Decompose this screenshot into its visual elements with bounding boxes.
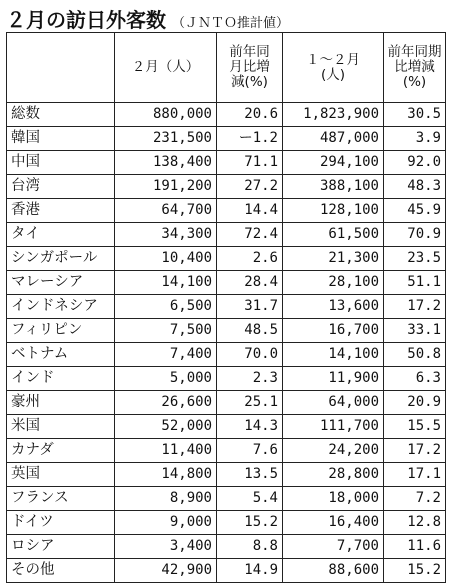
country-cell: 米国 bbox=[7, 415, 115, 439]
country-cell: その他 bbox=[7, 559, 115, 583]
feb-visitors-cell: 5,000 bbox=[115, 367, 217, 391]
header-janfeb-yoy bbox=[384, 33, 446, 103]
janfeb-visitors-cell: 1,823,900 bbox=[283, 103, 384, 127]
table-row bbox=[7, 295, 446, 319]
header-line: 月比増 bbox=[229, 59, 270, 75]
janfeb-visitors-cell: 294,100 bbox=[283, 151, 384, 175]
janfeb-visitors-cell: 88,600 bbox=[283, 559, 384, 583]
feb-visitors-cell: 10,400 bbox=[115, 247, 217, 271]
feb-visitors-cell: 191,200 bbox=[115, 175, 217, 199]
feb-yoy-cell: 2.6 bbox=[217, 247, 283, 271]
country-cell: 英国 bbox=[7, 463, 115, 487]
janfeb-yoy-cell: 51.1 bbox=[384, 271, 446, 295]
feb-visitors-cell: 6,500 bbox=[115, 295, 217, 319]
table-row bbox=[7, 559, 446, 583]
page-title: ２月の訪日外客数 bbox=[6, 8, 166, 32]
page-subtitle: （ＪＮＴＯ推計値） bbox=[172, 16, 290, 31]
header-line: (人) bbox=[320, 66, 346, 83]
feb-visitors-cell: 14,100 bbox=[115, 271, 217, 295]
janfeb-visitors-cell: 16,700 bbox=[283, 319, 384, 343]
country-cell: 総数 bbox=[7, 103, 115, 127]
table-row bbox=[7, 343, 446, 367]
table-row bbox=[7, 439, 446, 463]
feb-yoy-cell: 15.2 bbox=[217, 511, 283, 535]
janfeb-yoy-cell: 30.5 bbox=[384, 103, 446, 127]
feb-visitors-cell: 880,000 bbox=[115, 103, 217, 127]
header-feb bbox=[115, 33, 217, 103]
header-line: ２月（人） bbox=[131, 59, 200, 75]
feb-yoy-cell: 14.9 bbox=[217, 559, 283, 583]
janfeb-yoy-cell: 45.9 bbox=[384, 199, 446, 223]
janfeb-yoy-cell: 11.6 bbox=[384, 535, 446, 559]
janfeb-visitors-cell: 388,100 bbox=[283, 175, 384, 199]
header-country bbox=[7, 33, 115, 103]
feb-yoy-cell: 71.1 bbox=[217, 151, 283, 175]
country-cell: 台湾 bbox=[7, 175, 115, 199]
feb-yoy-cell: 14.3 bbox=[217, 415, 283, 439]
feb-visitors-cell: 9,000 bbox=[115, 511, 217, 535]
country-cell: フィリピン bbox=[7, 319, 115, 343]
feb-visitors-cell: 42,900 bbox=[115, 559, 217, 583]
country-cell: インド bbox=[7, 367, 115, 391]
janfeb-yoy-cell: 17.2 bbox=[384, 295, 446, 319]
janfeb-yoy-cell: 33.1 bbox=[384, 319, 446, 343]
janfeb-yoy-cell: 50.8 bbox=[384, 343, 446, 367]
table-row bbox=[7, 511, 446, 535]
janfeb-yoy-cell: 6.3 bbox=[384, 367, 446, 391]
header-line: (%) bbox=[402, 74, 427, 90]
table-row bbox=[7, 199, 446, 223]
feb-yoy-cell: 72.4 bbox=[217, 223, 283, 247]
feb-visitors-cell: 3,400 bbox=[115, 535, 217, 559]
visitor-table bbox=[6, 32, 446, 583]
table-header bbox=[7, 33, 446, 103]
janfeb-yoy-cell: 12.8 bbox=[384, 511, 446, 535]
feb-yoy-cell: 8.8 bbox=[217, 535, 283, 559]
table-row bbox=[7, 103, 446, 127]
janfeb-yoy-cell: 3.9 bbox=[384, 127, 446, 151]
country-cell: タイ bbox=[7, 223, 115, 247]
janfeb-visitors-cell: 28,100 bbox=[283, 271, 384, 295]
header-line: 減(%) bbox=[231, 74, 268, 90]
table-body bbox=[7, 103, 446, 583]
header-line: 前年同 bbox=[229, 44, 270, 60]
country-cell: マレーシア bbox=[7, 271, 115, 295]
janfeb-yoy-cell: 92.0 bbox=[384, 151, 446, 175]
feb-visitors-cell: 11,400 bbox=[115, 439, 217, 463]
janfeb-yoy-cell: 70.9 bbox=[384, 223, 446, 247]
feb-yoy-cell: 31.7 bbox=[217, 295, 283, 319]
country-cell: ロシア bbox=[7, 535, 115, 559]
feb-visitors-cell: 8,900 bbox=[115, 487, 217, 511]
janfeb-yoy-cell: 17.1 bbox=[384, 463, 446, 487]
feb-visitors-cell: 34,300 bbox=[115, 223, 217, 247]
janfeb-yoy-cell: 48.3 bbox=[384, 175, 446, 199]
feb-yoy-cell: 25.1 bbox=[217, 391, 283, 415]
janfeb-visitors-cell: 16,400 bbox=[283, 511, 384, 535]
feb-yoy-cell: 20.6 bbox=[217, 103, 283, 127]
country-cell: インドネシア bbox=[7, 295, 115, 319]
table-row bbox=[7, 223, 446, 247]
feb-visitors-cell: 7,400 bbox=[115, 343, 217, 367]
table-row bbox=[7, 127, 446, 151]
header-line: 前年同期 bbox=[387, 44, 442, 60]
janfeb-visitors-cell: 28,800 bbox=[283, 463, 384, 487]
country-cell: 香港 bbox=[7, 199, 115, 223]
janfeb-visitors-cell: 487,000 bbox=[283, 127, 384, 151]
table-row bbox=[7, 487, 446, 511]
janfeb-yoy-cell: 7.2 bbox=[384, 487, 446, 511]
feb-yoy-cell: 7.6 bbox=[217, 439, 283, 463]
janfeb-yoy-cell: 15.5 bbox=[384, 415, 446, 439]
country-cell: カナダ bbox=[7, 439, 115, 463]
janfeb-visitors-cell: 61,500 bbox=[283, 223, 384, 247]
janfeb-visitors-cell: 13,600 bbox=[283, 295, 384, 319]
feb-visitors-cell: 26,600 bbox=[115, 391, 217, 415]
country-cell: シンガポール bbox=[7, 247, 115, 271]
title-row bbox=[6, 4, 289, 30]
table-row bbox=[7, 247, 446, 271]
header-row bbox=[7, 33, 446, 103]
feb-visitors-cell: 7,500 bbox=[115, 319, 217, 343]
table-row bbox=[7, 151, 446, 175]
header-line: 比増減 bbox=[394, 59, 435, 75]
feb-visitors-cell: 14,800 bbox=[115, 463, 217, 487]
feb-yoy-cell: 27.2 bbox=[217, 175, 283, 199]
table-row bbox=[7, 463, 446, 487]
header-line: １～２月 bbox=[306, 51, 360, 68]
janfeb-visitors-cell: 11,900 bbox=[283, 367, 384, 391]
table-row bbox=[7, 391, 446, 415]
table-row bbox=[7, 535, 446, 559]
header-feb-yoy bbox=[217, 33, 283, 103]
janfeb-visitors-cell: 21,300 bbox=[283, 247, 384, 271]
janfeb-visitors-cell: 18,000 bbox=[283, 487, 384, 511]
country-cell: ベトナム bbox=[7, 343, 115, 367]
country-cell: フランス bbox=[7, 487, 115, 511]
feb-visitors-cell: 138,400 bbox=[115, 151, 217, 175]
feb-yoy-cell: 70.0 bbox=[217, 343, 283, 367]
table-row bbox=[7, 415, 446, 439]
feb-yoy-cell: 5.4 bbox=[217, 487, 283, 511]
feb-yoy-cell: 14.4 bbox=[217, 199, 283, 223]
feb-visitors-cell: 52,000 bbox=[115, 415, 217, 439]
table-row bbox=[7, 367, 446, 391]
feb-yoy-cell: ー1.2 bbox=[217, 127, 283, 151]
feb-yoy-cell: 13.5 bbox=[217, 463, 283, 487]
table-row bbox=[7, 271, 446, 295]
country-cell: 豪州 bbox=[7, 391, 115, 415]
feb-yoy-cell: 2.3 bbox=[217, 367, 283, 391]
janfeb-yoy-cell: 17.2 bbox=[384, 439, 446, 463]
table-row bbox=[7, 175, 446, 199]
country-cell: 中国 bbox=[7, 151, 115, 175]
table-row bbox=[7, 319, 446, 343]
janfeb-yoy-cell: 15.2 bbox=[384, 559, 446, 583]
janfeb-visitors-cell: 64,000 bbox=[283, 391, 384, 415]
janfeb-yoy-cell: 20.9 bbox=[384, 391, 446, 415]
country-cell: 韓国 bbox=[7, 127, 115, 151]
header-janfeb bbox=[283, 33, 384, 103]
janfeb-visitors-cell: 128,100 bbox=[283, 199, 384, 223]
country-cell: ドイツ bbox=[7, 511, 115, 535]
janfeb-yoy-cell: 23.5 bbox=[384, 247, 446, 271]
janfeb-visitors-cell: 14,100 bbox=[283, 343, 384, 367]
feb-visitors-cell: 231,500 bbox=[115, 127, 217, 151]
janfeb-visitors-cell: 7,700 bbox=[283, 535, 384, 559]
janfeb-visitors-cell: 24,200 bbox=[283, 439, 384, 463]
feb-yoy-cell: 48.5 bbox=[217, 319, 283, 343]
janfeb-visitors-cell: 111,700 bbox=[283, 415, 384, 439]
feb-yoy-cell: 28.4 bbox=[217, 271, 283, 295]
feb-visitors-cell: 64,700 bbox=[115, 199, 217, 223]
